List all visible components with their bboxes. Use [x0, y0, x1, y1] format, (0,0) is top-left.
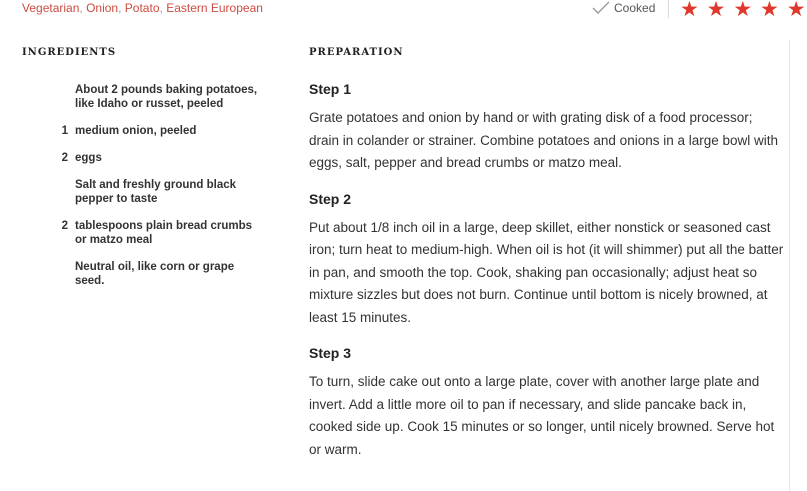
star-icon[interactable]: ★ [733, 0, 754, 21]
preparation-step [309, 343, 784, 461]
ingredient-item [22, 178, 262, 206]
ingredient-item [22, 124, 262, 138]
ingredient-quantity: 1 [61, 125, 68, 137]
ingredient-item [22, 151, 262, 165]
ingredient-text: About 2 pounds baking potatoes, like Idaho or russet, peeled [75, 84, 258, 110]
cooked-toggle[interactable] [592, 1, 655, 15]
preparation-steps [309, 79, 784, 475]
preparation-step [309, 189, 784, 330]
ingredient-item [22, 83, 262, 111]
cooked-label: Cooked [614, 1, 656, 15]
ingredient-text: medium onion, peeled [75, 125, 197, 137]
star-icon[interactable]: ★ [680, 0, 700, 21]
recipe-tags [22, 1, 263, 15]
content-right-rule [789, 40, 790, 491]
ingredient-item [22, 260, 262, 288]
step-title: Step 1 [309, 81, 352, 97]
tag-link[interactable]: Vegetarian [22, 1, 80, 15]
step-text: Put about 1/8 inch oil in a large, deep skillet, either nonstick or seasoned cast iron; turn heat to medium-high. When oil is hot (it will shimmer) put all the batter in pan, and smooth the top. Cook, shaking pan occasionally; adjust heat so mixture sizzles but does not burn. Continue until bottom is nicely browned, at least 15 minutes. [309, 219, 784, 325]
ingredient-quantity: 2 [61, 152, 68, 164]
tag-separator: , [118, 1, 122, 15]
star-icon[interactable]: ★ [786, 0, 807, 21]
ingredients-heading: INGREDIENTS [22, 47, 117, 58]
step-text: To turn, slide cake out onto a large plate, cover with another large plate and invert. Add a little more oil to pan if necessary, and slide pancake back in, cooked side up. Cook 15 minutes or so longer, until nicely browned. Serve hot or warm. [309, 374, 775, 457]
checkmark-icon [592, 1, 610, 15]
topbar-divider [668, 0, 669, 18]
step-title: Step 2 [309, 190, 352, 207]
recipe-topbar [0, 0, 807, 22]
tag-separator: , [79, 1, 83, 15]
step-title: Step 3 [309, 345, 352, 361]
ingredient-item [22, 219, 262, 247]
ingredient-quantity [22, 83, 75, 111]
ingredient-quantity: 2 [61, 220, 68, 232]
star-rating [680, 0, 807, 22]
preparation-step [309, 79, 784, 175]
tag-link[interactable]: Potato [124, 1, 160, 15]
ingredient-text: tablespoons plain bread crumbs or matzo meal [75, 220, 253, 246]
tag-separator: , [159, 1, 163, 15]
ingredient-text: Neutral oil, like corn or grape seed. [75, 261, 235, 287]
tag-link[interactable]: Eastern European [166, 1, 263, 15]
ingredients-list [22, 83, 262, 301]
preparation-heading: PREPARATION [309, 47, 404, 58]
ingredient-text: eggs [75, 152, 102, 164]
ingredient-quantity [22, 260, 75, 288]
step-text: Grate potatoes and onion by hand or with grating disk of a food processor; drain in colander or strainer. Combine potatoes and onions in a large bowl with eggs, salt, pepper and bread crumbs or matzo meal. [309, 110, 779, 170]
ingredient-quantity [22, 178, 75, 206]
star-icon[interactable]: ★ [706, 0, 727, 21]
star-icon[interactable]: ★ [760, 0, 780, 21]
tag-link[interactable]: Onion [86, 1, 119, 15]
ingredient-text: Salt and freshly ground black pepper to taste [75, 179, 237, 205]
